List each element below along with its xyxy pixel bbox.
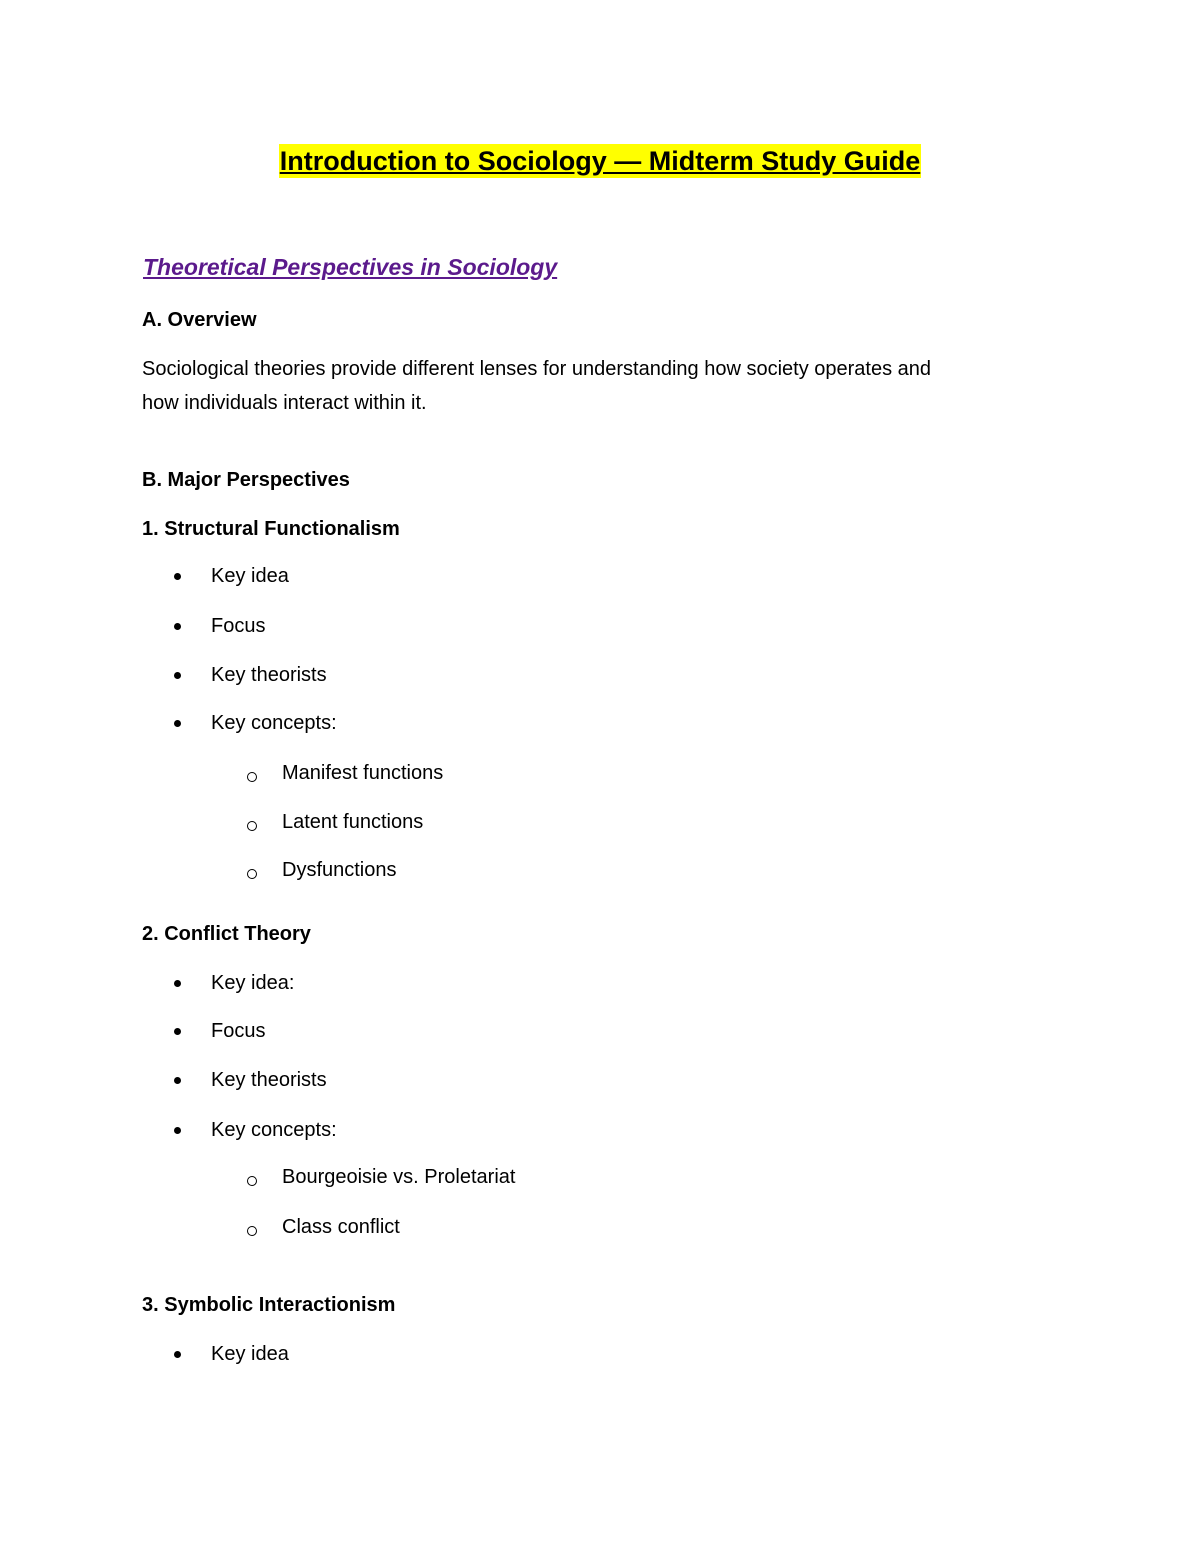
sub-list-item (247, 811, 423, 834)
list-item (174, 615, 265, 638)
list-item (174, 1069, 327, 1092)
list-item-text: Key concepts: (211, 1119, 337, 1141)
overview-line-1: Sociological theories provide different lenses for understanding how society operates and (142, 358, 932, 380)
list-item (174, 1119, 337, 1142)
title-container (0, 144, 1200, 178)
list-item-text: Key concepts: (211, 712, 337, 734)
list-item-text: Key idea: (211, 972, 295, 994)
sub-list-item-text: Dysfunctions (282, 859, 397, 881)
list-item-text: Key idea (211, 1343, 289, 1365)
major-perspectives-heading: B. Major Perspectives (142, 469, 350, 491)
symbolic-interactionism-heading: 3. Symbolic Interactionism (142, 1294, 396, 1316)
document-title: Introduction to Sociology — Midterm Study Guide (279, 146, 921, 176)
bullet-icon (174, 1028, 181, 1035)
bullet-icon (174, 623, 181, 630)
circle-bullet-icon (247, 1176, 257, 1186)
sub-list-item-text: Manifest functions (282, 762, 444, 784)
circle-bullet-icon (247, 869, 257, 879)
list-item (174, 972, 294, 995)
bullet-icon (174, 672, 181, 679)
list-item (174, 1020, 265, 1043)
overview-heading: A. Overview (142, 309, 257, 331)
list-item (174, 565, 289, 588)
list-item-text: Focus (211, 1020, 266, 1042)
sub-list-item-text: Bourgeoisie vs. Proletariat (282, 1166, 516, 1188)
list-item-text: Key idea (211, 565, 289, 587)
bullet-icon (174, 980, 181, 987)
structural-functionalism-heading: 1. Structural Functionalism (142, 518, 400, 540)
sub-list-item (247, 859, 397, 882)
section-heading: Theoretical Perspectives in Sociology (143, 254, 558, 280)
circle-bullet-icon (247, 821, 257, 831)
bullet-icon (174, 573, 181, 580)
list-item (174, 1343, 289, 1366)
circle-bullet-icon (247, 772, 257, 782)
sub-list-item-text: Latent functions (282, 811, 424, 833)
bullet-icon (174, 720, 181, 727)
sub-list-item-text: Class conflict (282, 1216, 400, 1238)
bullet-icon (174, 1351, 181, 1358)
sub-list-item (247, 1166, 515, 1189)
list-item-text: Key theorists (211, 1069, 327, 1091)
sub-list-item (247, 762, 443, 785)
overview-paragraph (142, 352, 1072, 420)
conflict-theory-heading: 2. Conflict Theory (142, 923, 311, 945)
bullet-icon (174, 1077, 181, 1084)
sub-list-item (247, 1216, 400, 1239)
circle-bullet-icon (247, 1226, 257, 1236)
bullet-icon (174, 1127, 181, 1134)
overview-line-2: how individuals interact within it. (142, 392, 427, 414)
list-item (174, 664, 327, 687)
list-item-text: Key theorists (211, 664, 327, 686)
list-item-text: Focus (211, 615, 266, 637)
list-item (174, 712, 337, 735)
